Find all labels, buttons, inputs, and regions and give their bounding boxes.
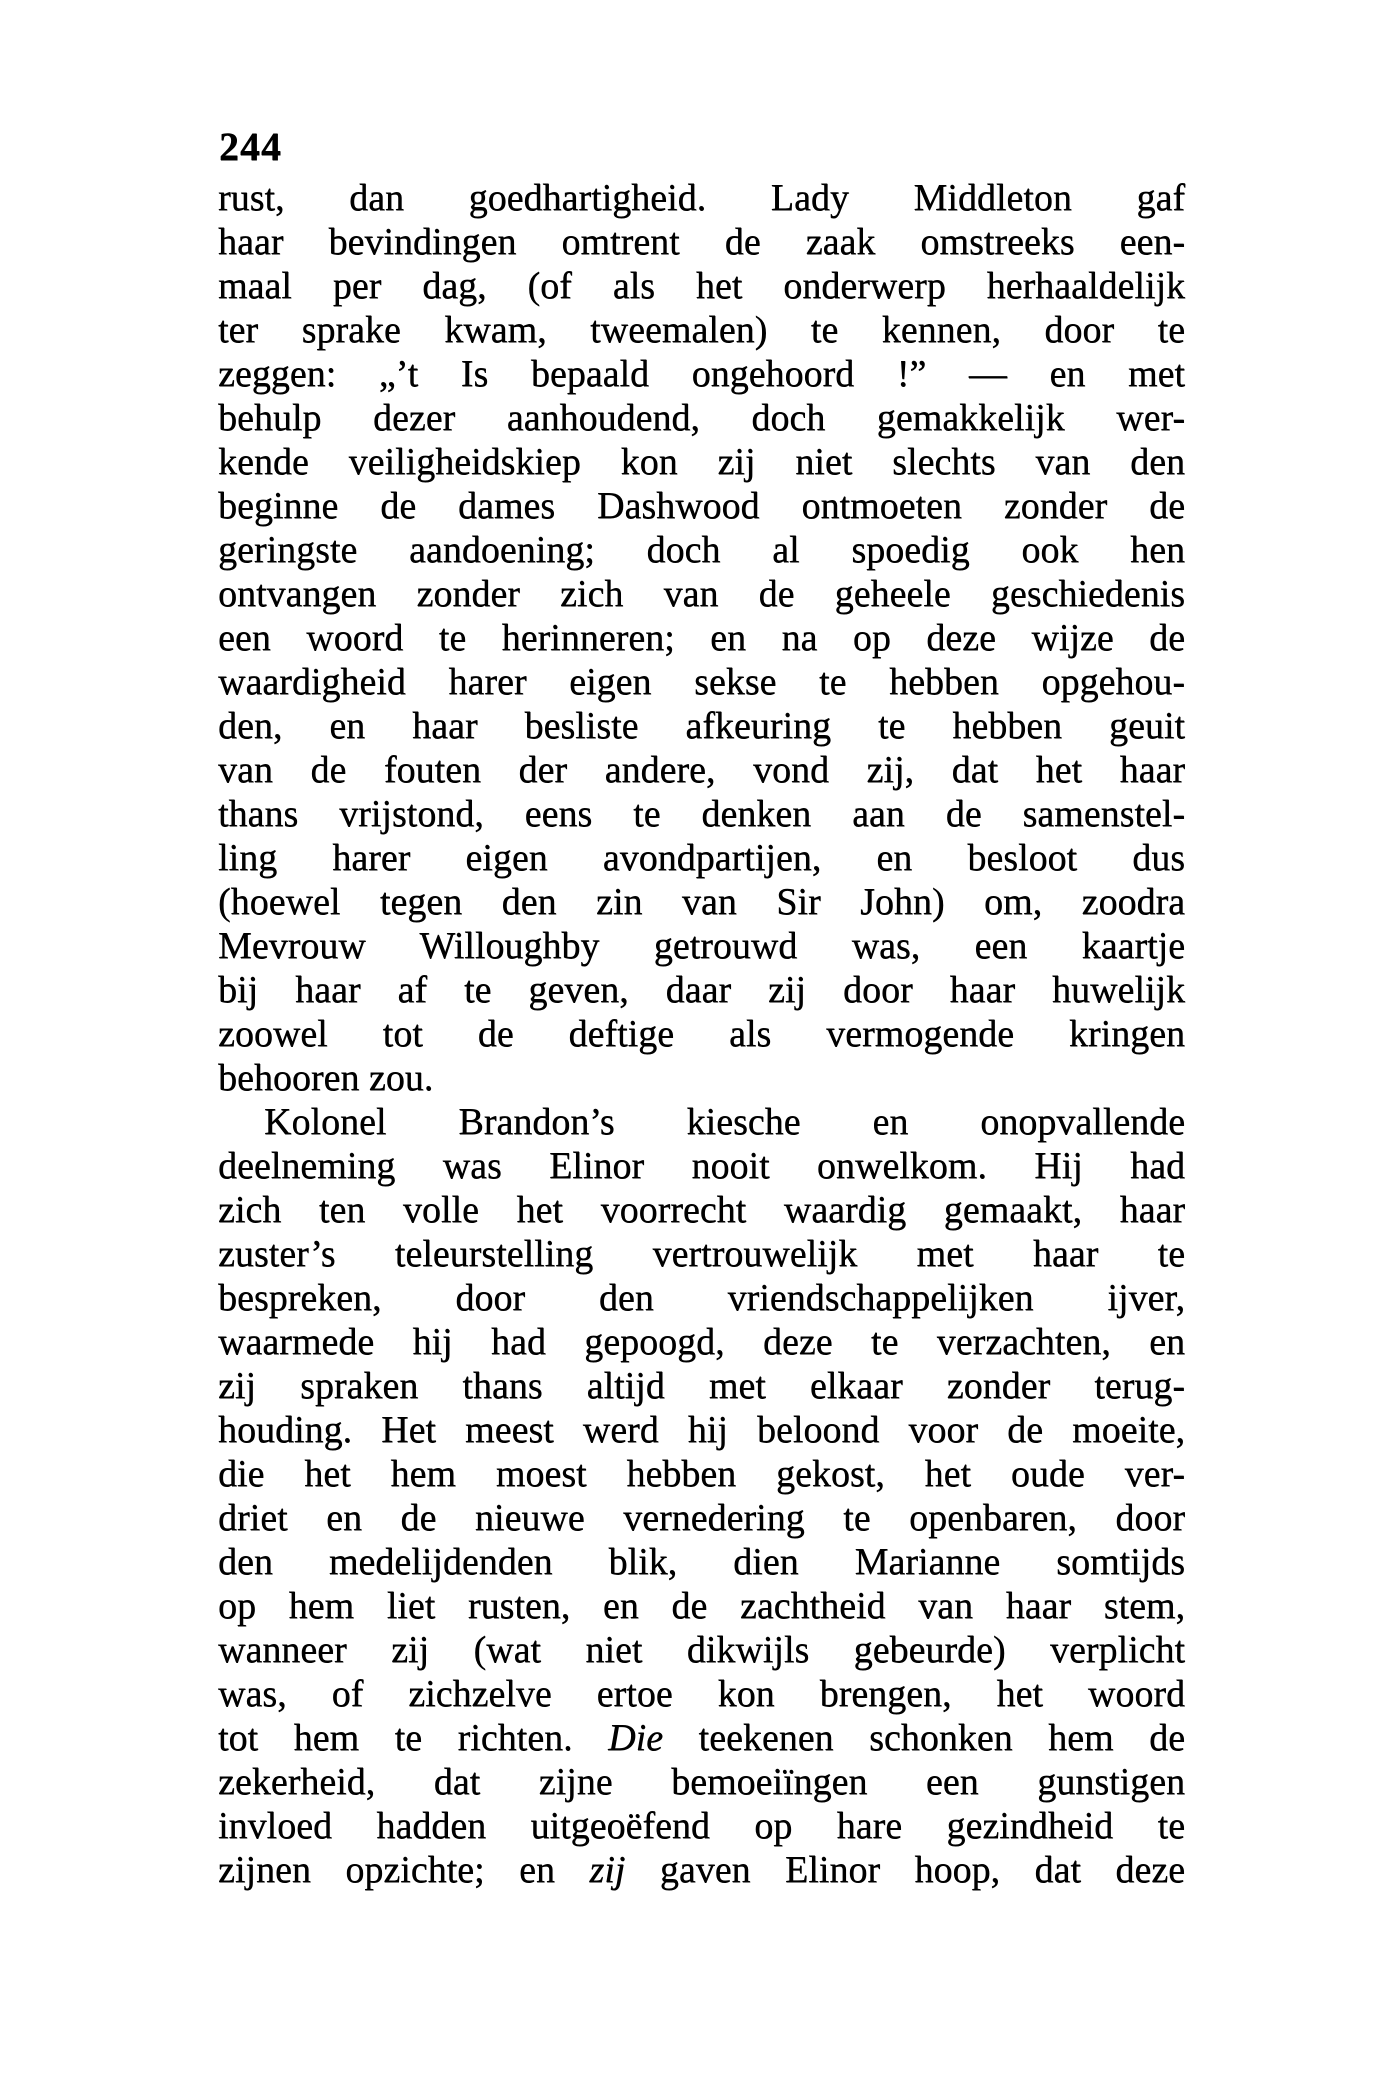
text-segment: haar bevindingen omtrent de zaak omstreeks een- [218,221,1185,263]
text-segment: geringste aandoening; doch al spoedig ook hen [218,529,1185,571]
text-segment: den medelijdenden blik, dien Marianne somtijds [218,1541,1185,1583]
text-line [218,704,1185,748]
text-segment: den, en haar besliste afkeuring te hebben geuit [218,705,1185,747]
text-line [218,352,1185,396]
text-line [218,1320,1185,1364]
text-line [218,1584,1185,1628]
text-line [218,396,1185,440]
italic-text: Die [608,1717,663,1759]
text-segment: gaven Elinor hoop, dat deze [625,1849,1185,1891]
text-segment: Mevrouw Willoughby getrouwd was, een kaartje [218,925,1185,967]
text-segment: zeggen: „’t Is bepaald ongehoord !” — en met [218,353,1185,395]
text-segment: was, of zichzelve ertoe kon brengen, het woord [218,1673,1185,1715]
text-line [218,1408,1185,1452]
text-line [218,572,1185,616]
text-segment: zekerheid, dat zijne bemoeiïngen een gunstigen [218,1761,1185,1803]
text-line [218,660,1185,704]
text-segment: thans vrijstond, eens te denken aan de samenstel- [218,793,1185,835]
text-line [218,1276,1185,1320]
text-line [218,440,1185,484]
text-line [218,528,1185,572]
text-segment: invloed hadden uitgeoëfend op hare gezindheid te [218,1805,1185,1847]
text-segment: behulp dezer aanhoudend, doch gemakkelijk wer- [218,397,1185,439]
text-line [218,1012,1185,1056]
text-line [218,968,1185,1012]
text-segment: van de fouten der andere, vond zij, dat het haar [218,749,1185,791]
text-segment: kende veiligheidskiep kon zij niet slechts van den [218,441,1185,483]
text-segment: teekenen schonken hem de [663,1717,1185,1759]
text-line [218,1760,1185,1804]
text-line [218,1364,1185,1408]
text-line [218,1188,1185,1232]
text-segment: waarmede hij had gepoogd, deze te verzachten, en [218,1321,1185,1363]
text-segment: een woord te herinneren; en na op deze wijze de [218,617,1185,659]
text-segment: behooren zou. [218,1057,434,1099]
text-segment: driet en de nieuwe vernedering te openbaren, door [218,1497,1185,1539]
text-line [218,836,1185,880]
text-segment: bespreken, door den vriendschappelijken ijver, [218,1277,1185,1319]
text-segment: maal per dag, (of als het onderwerp herhaaldelijk [218,265,1185,307]
text-segment: zuster’s teleurstelling vertrouwelijk met haar te [218,1233,1185,1275]
text-segment: die het hem moest hebben gekost, het oude ver- [218,1453,1185,1495]
text-line [218,1056,1185,1100]
text-block [218,176,1185,1892]
text-segment: Kolonel Brandon’s kiesche en onopvallende [264,1101,1185,1143]
page-number: 244 [219,124,282,169]
text-line [218,1804,1185,1848]
text-line [218,1540,1185,1584]
text-segment: ontvangen zonder zich van de geheele geschiedenis [218,573,1185,615]
text-segment: zijnen opzichte; en [218,1849,590,1891]
text-line [218,792,1185,836]
text-line [218,1232,1185,1276]
text-line [218,1496,1185,1540]
text-line [218,616,1185,660]
text-line [218,1628,1185,1672]
text-segment: zich ten volle het voorrecht waardig gemaakt, haar [218,1189,1185,1231]
text-line [218,484,1185,528]
italic-text: zij [589,1849,626,1891]
text-segment: rust, dan goedhartigheid. Lady Middleton gaf [218,177,1185,219]
text-line [218,176,1185,220]
text-line [218,1100,1185,1144]
text-segment: zoowel tot de deftige als vermogende kringen [218,1013,1185,1055]
text-line [218,924,1185,968]
text-segment: zij spraken thans altijd met elkaar zonder terug- [218,1365,1185,1407]
text-line [218,308,1185,352]
text-line [218,1716,1185,1760]
text-line [218,220,1185,264]
text-segment: ling harer eigen avondpartijen, en besloot dus [218,837,1185,879]
text-segment: bij haar af te geven, daar zij door haar huwelijk [218,969,1185,1011]
text-segment: houding. Het meest werd hij beloond voor de moeite, [218,1409,1185,1451]
text-segment: wanneer zij (wat niet dikwijls gebeurde) verplicht [218,1629,1185,1671]
text-line [218,264,1185,308]
text-line [218,1672,1185,1716]
text-line [218,1144,1185,1188]
text-segment: (hoewel tegen den zin van Sir John) om, zoodra [218,881,1185,923]
text-segment: tot hem te richten. [218,1717,609,1759]
text-segment: deelneming was Elinor nooit onwelkom. Hij had [218,1145,1185,1187]
text-segment: waardigheid harer eigen sekse te hebben opgehou- [218,661,1185,703]
text-line [218,1848,1185,1892]
text-line [218,1452,1185,1496]
text-segment: beginne de dames Dashwood ontmoeten zonder de [218,485,1185,527]
text-line [218,880,1185,924]
text-segment: op hem liet rusten, en de zachtheid van haar stem, [218,1585,1185,1627]
text-segment: ter sprake kwam, tweemalen) te kennen, door te [218,309,1185,351]
text-line [218,748,1185,792]
